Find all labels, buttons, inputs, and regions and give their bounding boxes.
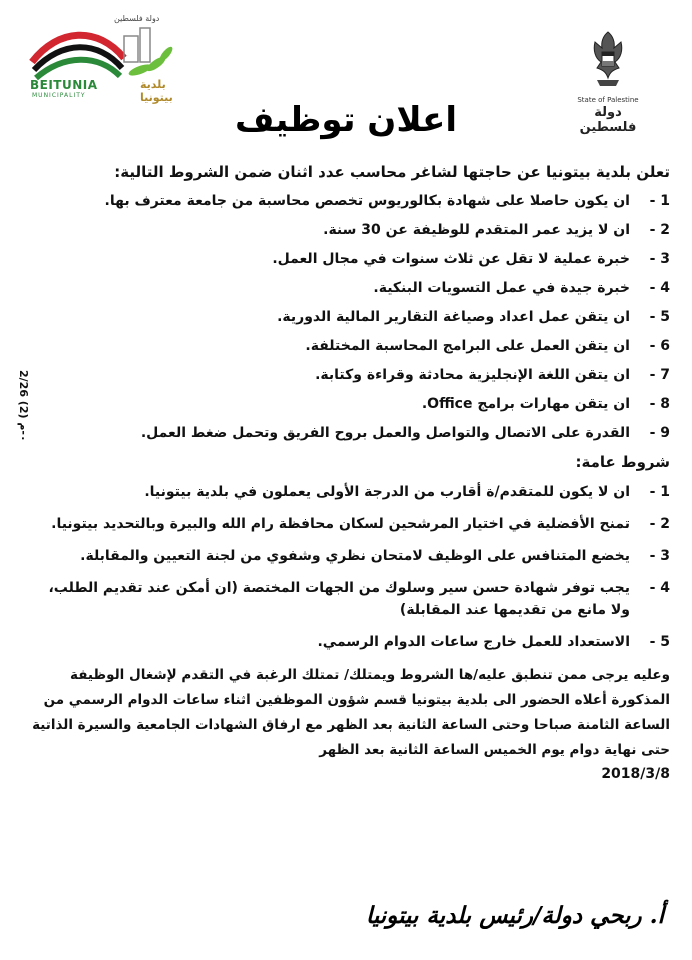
list-item: 1 - ان لا يكون للمتقدم/ة أقارب من الدرجة الأولى يعملون في بلدية بيتونيا. <box>144 484 670 500</box>
list-item: 9 - القدرة على الاتصال والتواصل والعمل بروح الفريق وتحمل ضغط العمل. <box>140 425 670 441</box>
logo-name-ar: بلدية بيتونيا <box>140 78 173 104</box>
conditions-list <box>30 190 670 444</box>
palestine-eagle-emblem-icon <box>583 28 633 90</box>
list-item: 5 - ان يتقن عمل اعداد وصياغة التقارير المالية الدورية. <box>277 309 670 325</box>
list-item: 4 - خبرة جيدة في عمل التسويات البنكية. <box>373 280 670 296</box>
side-note-text: 2/26 (2) ٠-م <box>17 370 30 442</box>
closing-paragraph: وعليه يرجى ممن تنطبق عليه/ها الشروط ويمتلك/ تمتلك الرغبة في التقدم لإشغال الوظيفة المذكورة أعلاه الحضور الى بلدية بيتونيا قسم شؤون الموظفين اثناء ساعات الدوام الرسمي من الساعة الثامنة صباحا وحتى الساعة الثانية بعد الظهر مع ارفاق الشهادات الجامعية والسيرة الذاتية حتى نهاية دوام يوم الخميس الساعة الثانية بعد الظهر <box>32 667 670 758</box>
list-item: 7 - ان يتقن اللغة الإنجليزية محادثة وقراءة وكتابة. <box>315 367 670 383</box>
state-label-en: State of Palestine <box>577 96 639 104</box>
state-label-ar: دولة فلسطين <box>579 105 637 135</box>
beitunia-municipality-logo-icon <box>28 18 178 84</box>
list-item: 2 - تمنح الأفضلية في اختيار المرشحين لسكان محافظة رام الله والبيرة وبالتحديد بيتونيا. <box>51 516 670 532</box>
list-item: 5 - الاستعداد للعمل خارج ساعات الدوام الرسمي. <box>317 634 670 650</box>
signature: أ. ربحي دولة/رئيس بلدية بيتونيا <box>365 902 664 929</box>
announcement-date: 2018/3/8 <box>601 766 670 782</box>
intro-paragraph: تعلن بلدية بيتونيا عن حاجتها لشاغر محاسب عدد اثنان ضمن الشروط التالية: <box>114 163 670 181</box>
list-item: 2 - ان لا يزيد عمر المتقدم للوظيفة عن 30 سنة. <box>323 222 670 238</box>
announcement-body <box>30 160 670 785</box>
list-item: 1 - ان يكون حاصلا على شهادة بكالوريوس تخصص محاسبة من جامعة معترف بها. <box>104 193 670 209</box>
logo-name-en: BEITUNIA <box>30 78 98 92</box>
page-title: اعلان توظيف <box>234 100 458 140</box>
logo-sub-en: MUNICIPALITY <box>32 92 86 99</box>
list-item: 3 - يخضع المتنافس على الوظيف لامتحان نظري وشفوي من لجنة التعيين والمقابلة. <box>80 548 670 564</box>
general-conditions-heading: شروط عامة: <box>575 453 670 471</box>
list-item: 4 - يجب توفر شهادة حسن سير وسلوك من الجهات المختصة (ان أمكن عند تقديم الطلب، ولا مانع من تقديمها عند المقابلة) <box>48 580 670 618</box>
general-conditions-list <box>30 481 670 653</box>
list-item: 3 - خبرة عملية لا تقل عن ثلاث سنوات في مجال العمل. <box>272 251 670 267</box>
logo-top-label: دولة فلسطين <box>114 14 160 23</box>
list-item: 6 - ان يتقن العمل على البرامج المحاسبة المختلفة. <box>305 338 670 354</box>
municipality-logo <box>28 14 178 110</box>
list-item: 8 - ان يتقن مهارات برامج Office. <box>421 396 670 412</box>
